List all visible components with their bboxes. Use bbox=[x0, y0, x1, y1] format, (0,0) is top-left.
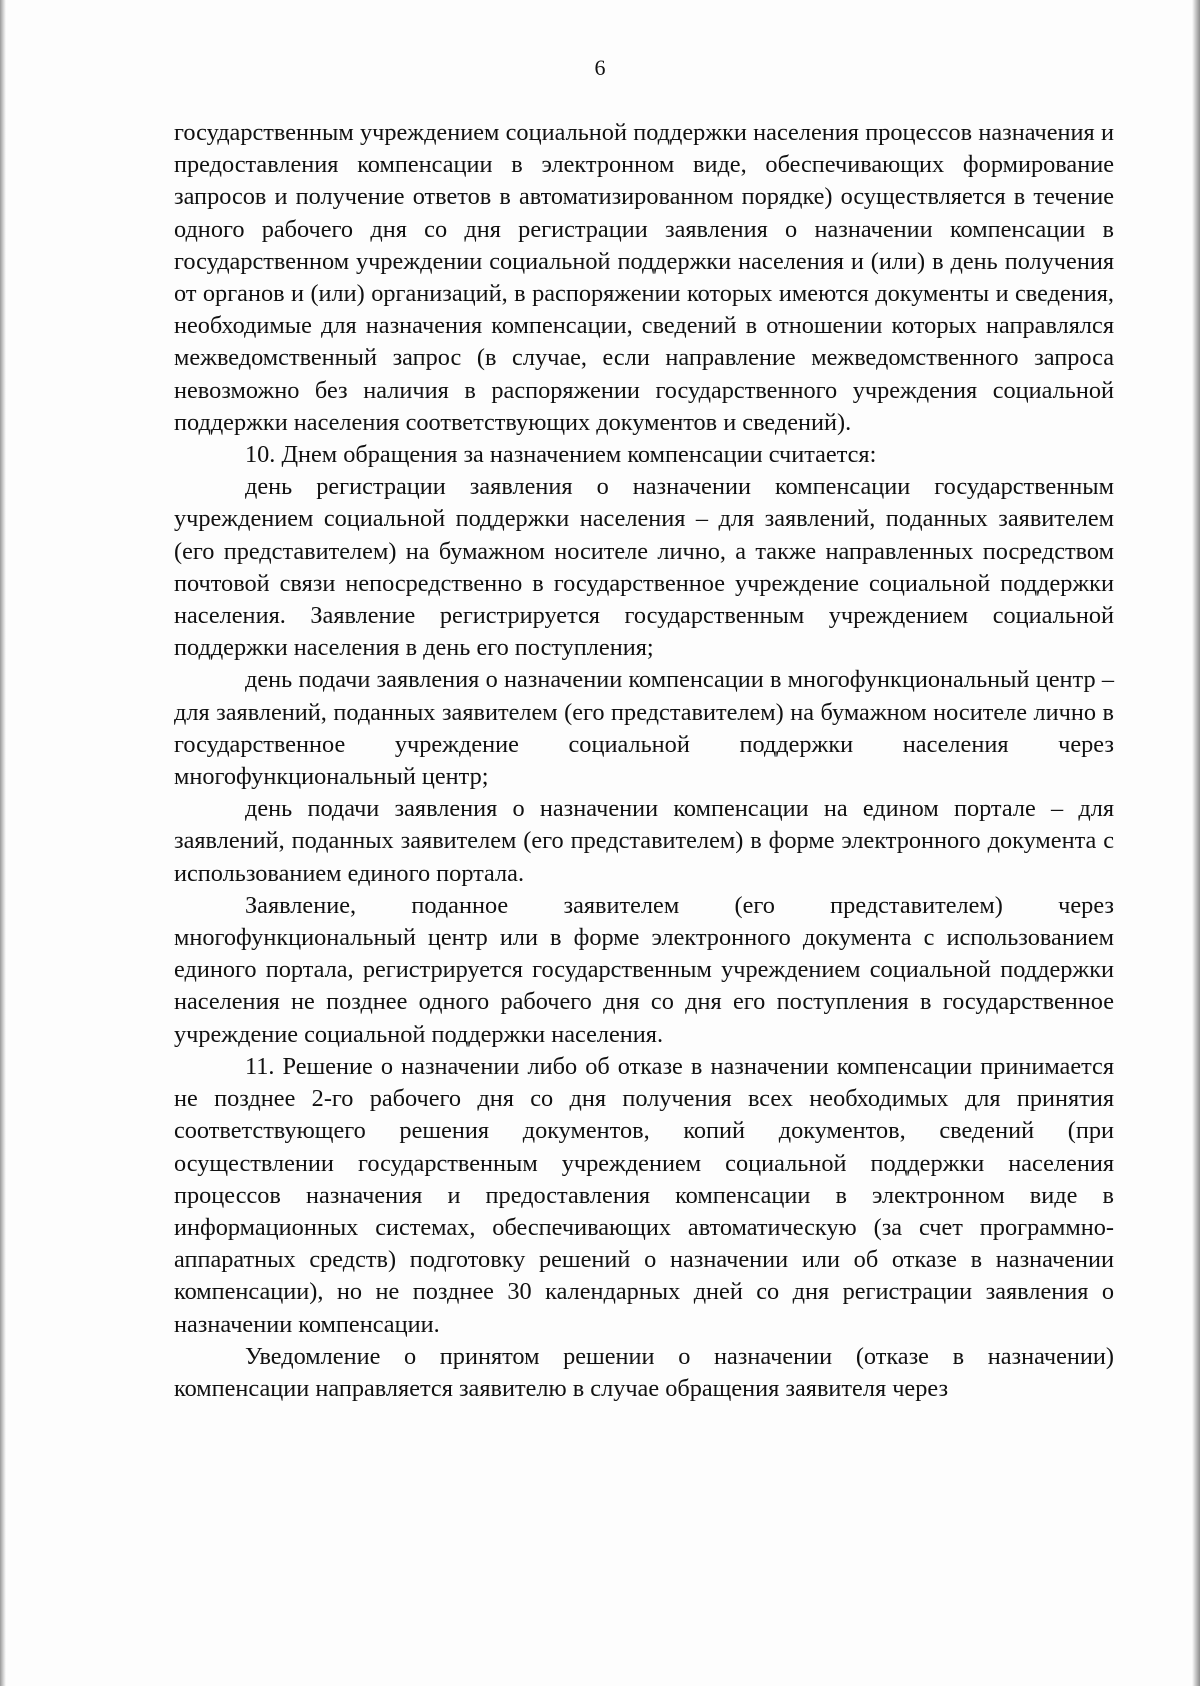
paragraph-item-10: 10. Днем обращения за назначением компенсации считается: bbox=[245, 441, 877, 469]
document-body bbox=[174, 117, 1114, 1405]
paragraph-registration-day: день регистрации заявления о назначении компенсации государственным учреждением социальной поддержки населения – для заявлений, поданных заявителем (его представителем) на бумажном носителе лично, а также направленных посредством почтовой связи непосредственно в государственное учреждение социальной поддержки населения. Заявление регистрируется государственным учреждением социальной поддержки населения в день его поступления; bbox=[174, 473, 1114, 662]
paragraph-notification: Уведомление о принятом решении о назначении (отказе в назначении) компенсации направляется заявителю в случае обращения заявителя через bbox=[174, 1342, 1114, 1402]
paragraph-portal-day: день подачи заявления о назначении компенсации на едином портале – для заявлений, поданных заявителем (его представителем) в форме электронного документа с использованием единого портала. bbox=[174, 795, 1114, 887]
page-number: 6 bbox=[594, 55, 606, 80]
paragraph-continuation: государственным учреждением социальной поддержки населения процессов назначения и предоставления компенсации в электронном виде, обеспечивающих формирование запросов и получение ответов в автоматизированном порядке) осуществляется в течение одного рабочего дня со дня регистрации заявления о назначении компенсации в государственном учреждении социальной поддержки населения и (или) в день получения от органов и (или) организаций, в распоряжении которых имеются документы и сведения, необходимые для назначения компенсации, сведений в отношении которых направлялся межведомственный запрос (в случае, если направление межведомственного запроса невозможно без наличия в распоряжении государственного учреждения социальной поддержки населения соответствующих документов и сведений). bbox=[174, 119, 1114, 436]
paragraph-application-registration: Заявление, поданное заявителем (его представителем) через многофункциональный центр или в форме электронного документа с использованием единого портала, регистрируется государственным учреждением социальной поддержки населения не позднее одного рабочего дня со дня его поступления в государственное учреждение социальной поддержки населения. bbox=[174, 891, 1114, 1048]
scan-edge-left bbox=[0, 0, 6, 1686]
paragraph-item-11: 11. Решение о назначении либо об отказе в назначении компенсации принимается не позднее 2-го рабочего дня со дня получения всех необходимых для принятия соответствующего решения документов, копий документов, сведений (при осуществлении государственным учреждением социальной поддержки населения процессов назначения и предоставления компенсации в электронном виде в информационных системах, обеспечивающих автоматическую (за счет программно-аппаратных средств) подготовку решений о назначении или об отказе в назначении компенсации), но не позднее 30 календарных дней со дня регистрации заявления о назначении компенсации. bbox=[174, 1052, 1114, 1338]
scan-edge-right bbox=[1192, 0, 1200, 1686]
paragraph-mfc-day: день подачи заявления о назначении компенсации в многофункциональный центр – для заявлений, поданных заявителем (его представителем) на бумажном носителе лично в государственное учреждение социальной поддержки населения через многофункциональный центр; bbox=[174, 666, 1114, 791]
